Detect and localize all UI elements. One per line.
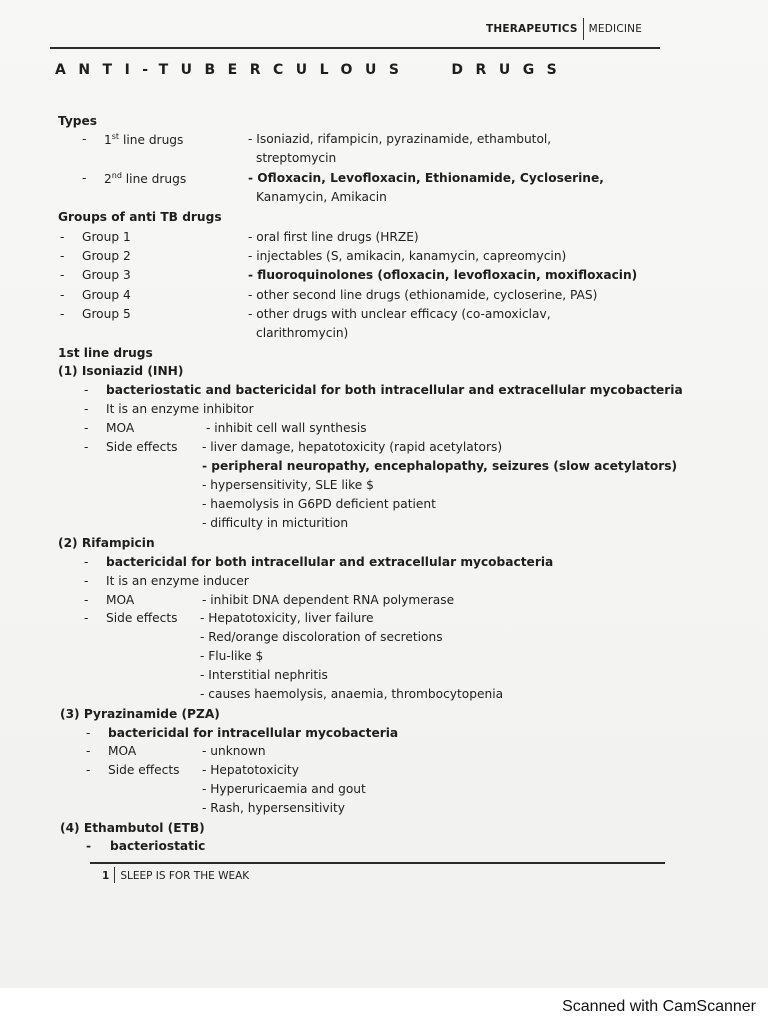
header-subject: MEDICINE	[588, 23, 643, 35]
type-second-line-text-cont: Kanamycin, Amikacin	[256, 190, 387, 204]
group-label: Group 2	[82, 249, 131, 263]
moa-label: MOA	[106, 593, 135, 607]
group-text: - injectables (S, amikacin, kanamycin, capreomycin)	[248, 249, 567, 263]
drug-fact: It is an enzyme inducer	[106, 574, 249, 588]
side-effect: - liver damage, hepatotoxicity (rapid acetylators)	[202, 440, 503, 454]
drug-heading: (4) Ethambutol (ETB)	[60, 821, 205, 835]
drug-fact: bactericidal for both intracellular and extracellular mycobacteria	[106, 555, 554, 569]
scanner-watermark: Scanned with CamScanner	[562, 998, 756, 1015]
drug-heading: (1) Isoniazid (INH)	[58, 364, 184, 378]
moa-text: - inhibit DNA dependent RNA polymerase	[202, 593, 455, 607]
bullet: -	[84, 593, 89, 607]
side-effect: - peripheral neuropathy, encephalopathy, seizures (slow acetylators)	[202, 459, 678, 473]
side-effect: - hypersensitivity, SLE like $	[202, 478, 374, 492]
group-text: - other second line drugs (ethionamide, cycloserine, PAS)	[248, 288, 598, 302]
bullet: -	[86, 763, 91, 777]
moa-label: MOA	[108, 744, 137, 758]
footer-rule	[90, 862, 665, 864]
title-part-2: DRUGS	[451, 62, 570, 78]
bullet: -	[86, 839, 92, 853]
group-label: Group 5	[82, 307, 131, 321]
type-second-line-label: 2nd line drugs	[104, 171, 187, 187]
drug-fact: bacteriostatic	[110, 839, 206, 853]
drug-heading: (3) Pyrazinamide (PZA)	[60, 707, 220, 721]
bullet: -	[84, 383, 89, 397]
bullet: -	[86, 744, 91, 758]
side-effect: - Hepatotoxicity	[202, 763, 299, 777]
bullet: -	[84, 402, 89, 416]
side-effect: - Hepatotoxicity, liver failure	[200, 611, 374, 625]
bullet: -	[82, 132, 87, 146]
page-title	[55, 62, 655, 78]
side-effect: - Red/orange discoloration of secretions	[200, 630, 443, 644]
footer-motto: SLEEP IS FOR THE WEAK	[120, 870, 250, 882]
moa-text: - inhibit cell wall synthesis	[206, 421, 367, 435]
group-text: - other drugs with unclear efficacy (co-amoxiclav,	[248, 307, 551, 321]
type-first-line-text-cont: streptomycin	[256, 151, 337, 165]
bullet: -	[86, 726, 91, 740]
moa-text: - unknown	[202, 744, 266, 758]
section-heading: 1st line drugs	[58, 346, 153, 360]
type-second-line-text: - Ofloxacin, Levofloxacin, Ethionamide, Cycloserine,	[248, 171, 604, 185]
header-section: THERAPEUTICS	[486, 23, 578, 35]
side-effects-label: Side effects	[108, 763, 180, 777]
side-effect: - causes haemolysis, anaemia, thrombocytopenia	[200, 687, 504, 701]
section-heading: Types	[58, 114, 98, 128]
header-divider	[583, 18, 584, 40]
side-effect: - Flu-like $	[200, 649, 264, 663]
page-number: 1	[102, 870, 110, 882]
side-effect: - haemolysis in G6PD deficient patient	[202, 497, 436, 511]
bullet: -	[60, 230, 65, 244]
title-part-1: ANTI-TUBERCULOUS	[55, 62, 412, 78]
header-rule	[50, 47, 660, 49]
group-text: - oral first line drugs (HRZE)	[248, 230, 419, 244]
bullet: -	[84, 574, 89, 588]
bullet: -	[84, 555, 89, 569]
drug-fact: It is an enzyme inhibitor	[106, 402, 254, 416]
bullet: -	[84, 440, 89, 454]
group-text: - fluoroquinolones (ofloxacin, levofloxacin, moxifloxacin)	[248, 268, 638, 282]
side-effects-label: Side effects	[106, 611, 178, 625]
bullet: -	[60, 249, 65, 263]
type-first-line-label: 1st line drugs	[104, 132, 184, 148]
side-effects-label: Side effects	[106, 440, 178, 454]
side-effect: - Hyperuricaemia and gout	[202, 782, 366, 796]
section-heading: Groups of anti TB drugs	[58, 210, 222, 224]
bullet: -	[84, 421, 89, 435]
footer-divider	[114, 867, 115, 883]
side-effect: - Rash, hypersensitivity	[202, 801, 346, 815]
group-text-cont: clarithromycin)	[256, 326, 349, 340]
page-header	[486, 18, 642, 40]
group-label: Group 3	[82, 268, 131, 282]
bullet: -	[60, 307, 65, 321]
side-effect: - difficulty in micturition	[202, 516, 349, 530]
drug-heading: (2) Rifampicin	[58, 536, 155, 550]
drug-fact: bactericidal for intracellular mycobacteria	[108, 726, 399, 740]
bullet: -	[84, 611, 89, 625]
moa-label: MOA	[106, 421, 135, 435]
type-first-line-text: - Isoniazid, rifampicin, pyrazinamide, ethambutol,	[248, 132, 552, 146]
group-label: Group 4	[82, 288, 131, 302]
drug-fact: bacteriostatic and bactericidal for both intracellular and extracellular mycobacteria	[106, 383, 683, 397]
side-effect: - Interstitial nephritis	[200, 668, 328, 682]
group-label: Group 1	[82, 230, 131, 244]
scanner-watermark-bar	[0, 988, 768, 1024]
page-footer	[102, 867, 249, 883]
bullet: -	[60, 268, 65, 282]
bullet: -	[82, 171, 87, 185]
bullet: -	[60, 288, 65, 302]
